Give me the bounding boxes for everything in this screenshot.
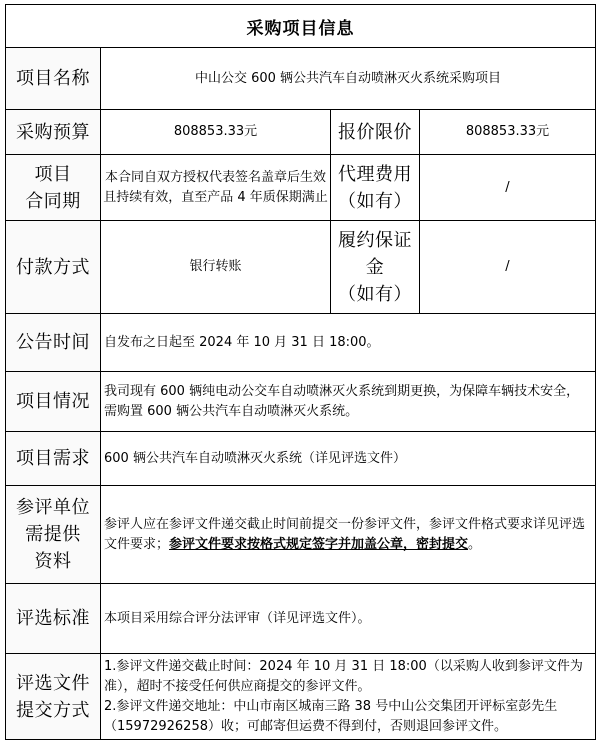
submission-item-2: 2.参评文件递交地址：中山市南区城南三路 38 号中山公交集团开评标室彭先生（15972926258）收；可邮寄但运费不得到付，否则退回参评文件。 [104,698,558,734]
submission-item-1: 1.参评文件递交截止时间：2024 年 10 月 31 日 18:00（以采购人收到参评文件为准），超时不接受任何供应商提交的参评文件。 [104,658,583,694]
project-requirement-value: 600 辆公共汽车自动喷淋灭火系统（详见评选文件） [101,432,595,486]
table-title: 采购项目信息 [6,5,595,48]
notice-time-value: 自发布之日起至 2024 年 10 月 31 日 18:00。 [101,314,595,372]
evaluation-criteria-label: 评选标准 [6,584,101,654]
agency-fee-label-line1: 代理费用 [338,163,412,185]
payment-method-value: 银行转账 [101,221,331,314]
bidder-docs-end: 。 [468,536,482,552]
performance-bond-label-line2: 金 [365,256,385,278]
procurement-info-table [5,4,596,740]
bidder-docs-text: 参评人应在参评文件递交截止时间前提交一份参评文件，参评文件格式要求详见评选文件要求； [104,516,586,552]
contract-period-label [6,155,101,221]
project-name-label: 项目名称 [6,48,101,110]
budget-value: 808853.33元 [101,110,331,155]
evaluation-criteria-value: 本项目采用综合评分法评审（详见评选文件）。 [101,584,595,654]
submission-method-label-line1: 评选文件 [16,672,90,694]
budget-label: 采购预算 [6,110,101,155]
bidder-docs-label-line2: 需提供 [25,524,81,545]
project-requirement-label: 项目需求 [6,432,101,486]
bidder-docs-label-line1: 参评单位 [16,497,90,518]
contract-period-label-line1: 项目 [34,163,72,185]
bidder-docs-label-line3: 资料 [34,551,72,572]
performance-bond-label-line1: 履约保证 [338,229,412,251]
bidder-docs-emphasis: 参评文件要求按格式规定签字并加盖公章，密封提交 [169,536,469,552]
agency-fee-label [331,155,420,221]
agency-fee-value: / [420,155,595,221]
performance-bond-label [331,221,420,314]
contract-period-value: 本合同自双方授权代表签名盖章后生效且持续有效，直至产品 4 年质保期满止 [101,155,331,221]
agency-fee-label-line2: （如有） [338,190,412,212]
payment-method-label: 付款方式 [6,221,101,314]
submission-method-value [101,654,595,739]
project-name-value: 中山公交 600 辆公共汽车自动喷淋灭火系统采购项目 [101,48,595,110]
notice-time-label: 公告时间 [6,314,101,372]
contract-period-label-line2: 合同期 [25,190,81,212]
submission-method-label [6,654,101,739]
project-situation-label: 项目情况 [6,372,101,432]
bidder-docs-value [101,486,595,584]
submission-method-label-line2: 提交方式 [16,699,90,721]
price-cap-value: 808853.33元 [420,110,595,155]
price-cap-label: 报价限价 [331,110,420,155]
project-situation-value: 我司现有 600 辆纯电动公交车自动喷淋灭火系统到期更换，为保障车辆技术安全，需购置 600 辆公共汽车自动喷淋灭火系统。 [101,372,595,432]
bidder-docs-label [6,486,101,584]
performance-bond-label-line3: （如有） [338,283,412,305]
performance-bond-value: / [420,221,595,314]
